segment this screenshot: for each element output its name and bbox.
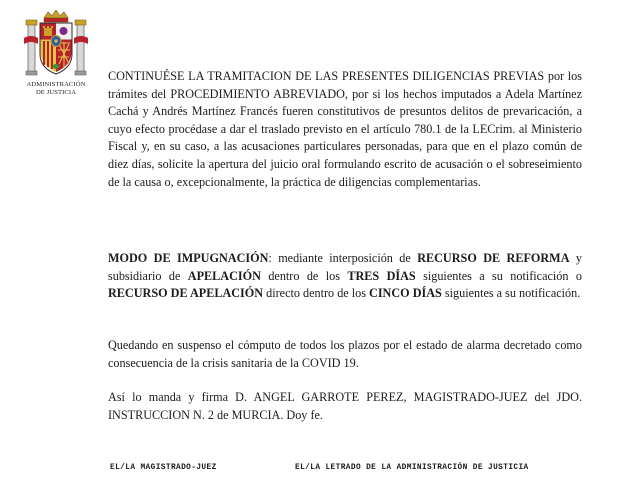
coat-of-arms-logo — [18, 8, 94, 97]
paragraph-tramitacion: CONTINUÉSE LA TRAMITACION DE LAS PRESENTES DILIGENCIAS PREVIAS por los trámites del PROCEDIMIENTO ABREVIADO, por si los hechos imputados a Adela Martínez Cachá y Andrés Martínez Francés fueren constitutivos de presuntos delitos de prevaricación, a cuyo efecto procédase a dar el traslado previsto en el artículo 780.1 de la LECrim. al Ministerio Fiscal y, en su caso, a las acusaciones particulares personadas, para que en el plazo común de diez días, solicite la apertura del juicio oral formulando escrito de acusación o el sobreseimiento de la causa o, excepcionalmente, la práctica de diligencias complementarias. — [108, 69, 582, 189]
text-segment: siguientes a su notificación o — [415, 268, 582, 283]
logo-caption-line1: ADMINISTRACIÓN — [26, 81, 86, 88]
bold-apelacion: APELACIÓN — [187, 268, 261, 283]
logo-caption-line2: DE JUSTICIA — [35, 89, 77, 96]
text-segment: : mediante interposición de — [268, 251, 418, 265]
signature-magistrado: EL/LA MAGISTRADO-JUEZ — [110, 464, 217, 472]
bold-modo-impugnacion: MODO DE IMPUGNACIÓN — [108, 251, 269, 265]
paragraph-suspension-plazos: Quedando en suspenso el cómputo de todos los plazos por el estado de alarma decretado como consecuencia de la crisis sanitaria de la COVID 19. — [108, 338, 582, 370]
paragraph-modo-impugnacion — [108, 250, 582, 303]
coat-of-arms-icon — [24, 8, 88, 80]
bold-cinco-dias: CINCO DÍAS — [369, 286, 442, 301]
text-segment: directo dentro de los — [263, 286, 370, 301]
logo-caption — [18, 81, 94, 97]
bold-recurso-reforma: RECURSO DE REFORMA — [417, 251, 570, 265]
bold-tres-dias: TRES DÍAS — [347, 268, 416, 283]
paragraph-firma: Así lo manda y firma D. ANGEL GARROTE PEREZ, MAGISTRADO-JUEZ del JDO. INSTRUCCION N. 2 de MURCIA. Doy fe. — [108, 390, 582, 422]
text-segment: dentro de los — [260, 268, 348, 283]
signature-letrado: EL/LA LETRADO DE LA ADMINISTRACIÓN DE JUSTICIA — [295, 464, 529, 472]
text-segment: y subsidiario de — [108, 251, 582, 283]
text-segment: siguientes a su notificación. — [441, 286, 581, 301]
bold-recurso-apelacion: RECURSO DE APELACIÓN — [108, 286, 264, 301]
